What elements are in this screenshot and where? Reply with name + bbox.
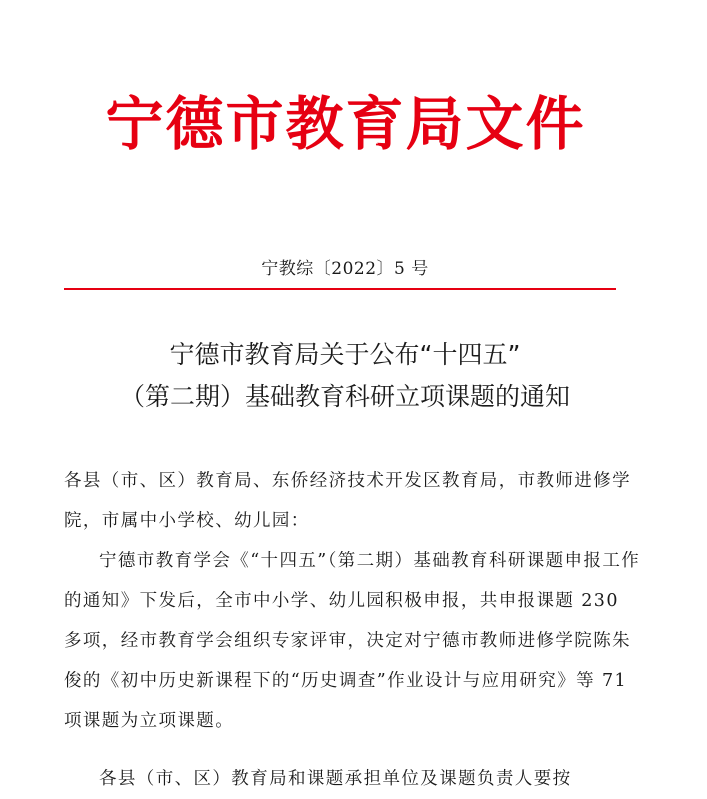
document-body	[64, 461, 644, 799]
salutation-paragraph: 各县（市、区）教育局、东侨经济技术开发区教育局，市教师进修学院，市属中小学校、幼儿园：	[64, 471, 631, 531]
document-number: 宁教综〔2022〕5 号	[261, 259, 429, 279]
document-title-line-1: 宁德市教育局关于公布“十四五”	[169, 340, 521, 369]
body-paragraph-1: 宁德市教育学会《“十四五”（第二期）基础教育科研课题申报工作的通知》下发后，全市中小学、幼儿园积极申报，共申报课题 230 多项，经市教育学会组织专家评审，决定对宁德市教师进修学院陈朱俊的《初中历史新课程下的“历史调查”作业设计与应用研究》等 71 项课题为立项课题。	[64, 551, 641, 731]
document-title	[0, 334, 690, 418]
document-masthead: 宁德市教育局文件	[105, 90, 586, 158]
red-divider-line	[64, 288, 616, 290]
body-paragraph-2: 各县（市、区）教育局和课题承担单位及课题负责人要按	[99, 769, 572, 789]
document-title-line-2: （第二期）基础教育科研立项课题的通知	[119, 382, 570, 411]
